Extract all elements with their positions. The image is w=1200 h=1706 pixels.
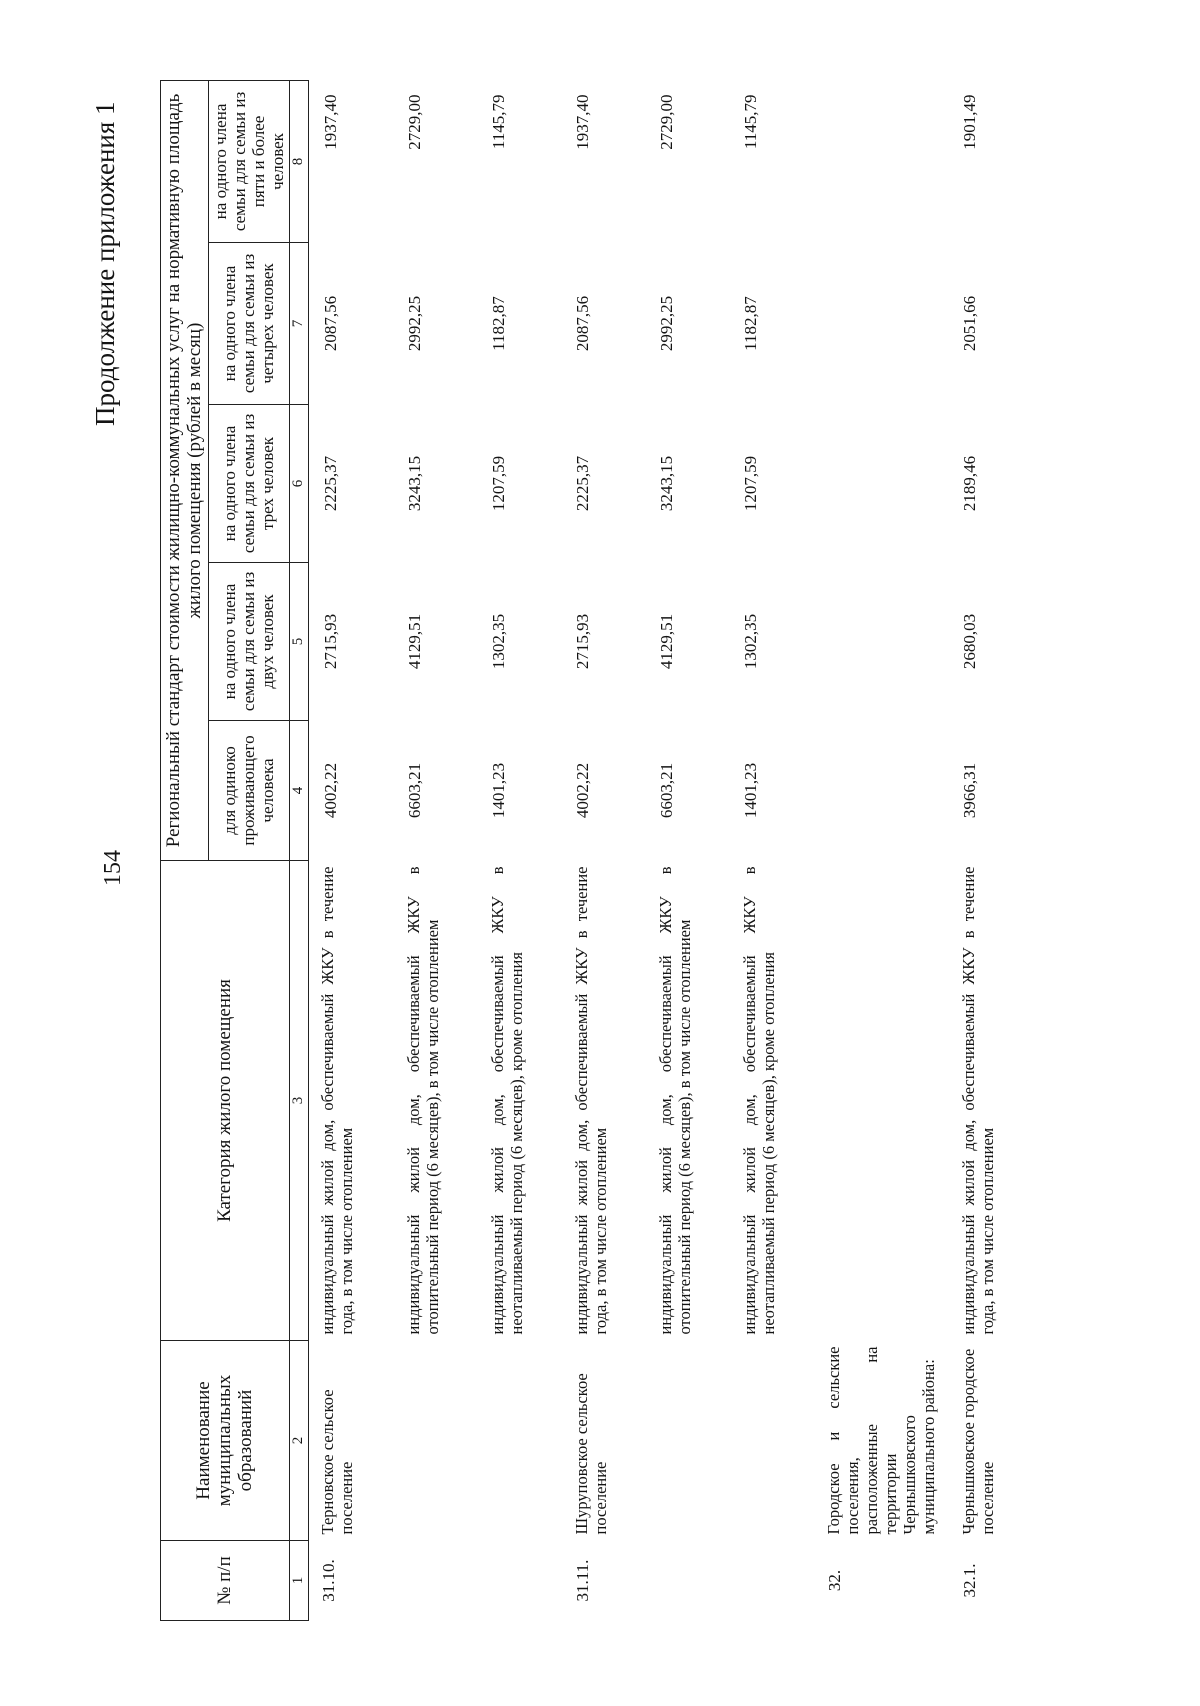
header-column-numbers (289, 80, 308, 1620)
housing-category: индивидуальный жилой дом, обеспечиваемый ЖКУ в отопительный период (6 месяцев), в том числе отоплением (655, 866, 694, 1335)
value-four: 2087,56 (320, 295, 340, 352)
value-two: 1302,35 (740, 613, 760, 670)
column-number: 2 (289, 1341, 308, 1541)
header-sub-three: на одного члена семьи для семьи из трех человек (208, 405, 289, 563)
municipality-name (387, 1341, 471, 1541)
housing-category: индивидуальный жилой дом, обеспечиваемый ЖКУ в неотапливаемый период (6 месяцев), кроме отопления (739, 866, 778, 1335)
value-three: 3243,15 (404, 455, 424, 512)
value-four: 1182,87 (488, 296, 508, 351)
municipality-group-name: Городское и сельские поселения, расположенные на территории Чернышковского муниципального района: (823, 1346, 938, 1535)
value-two: 1302,35 (488, 613, 508, 670)
row-number: 32.1. (960, 1563, 980, 1598)
column-number: 8 (289, 80, 308, 242)
row-number: 31.11. (572, 1559, 592, 1602)
column-number: 4 (289, 721, 308, 861)
row-number: 32. (824, 1569, 844, 1592)
header-row-1 (161, 80, 209, 1620)
table-row (639, 80, 723, 1620)
value-four: 2051,66 (960, 295, 980, 352)
table-row-group-heading (807, 80, 943, 1620)
table-row (555, 80, 639, 1620)
column-number: 7 (289, 243, 308, 405)
header-num: № п/п (161, 1541, 290, 1621)
value-single: 4002,22 (572, 762, 592, 819)
value-two: 4129,51 (404, 613, 424, 670)
table-row (387, 80, 471, 1620)
housing-category (807, 861, 943, 1341)
header-name: Наименование муниципальных образований (161, 1341, 290, 1541)
value-five: 2729,00 (404, 94, 424, 150)
value-single: 3966,31 (960, 762, 980, 819)
value-three: 2225,37 (572, 455, 592, 512)
housing-category: индивидуальный жилой дом, обеспечиваемый ЖКУ в течение года, в том числе отоплением (959, 866, 998, 1335)
header-standard-group: Региональный стандарт стоимости жилищно-коммунальных услуг на нормативную площадь жилого помещения (рублей в месяц) (161, 80, 209, 860)
value-two: 2715,93 (572, 613, 592, 670)
value-single: 6603,21 (404, 762, 424, 819)
municipality-name (723, 1341, 807, 1541)
page-number: 154 (100, 850, 126, 886)
table-row (942, 80, 1026, 1620)
value-five: 1901,49 (960, 94, 980, 150)
municipality-name (471, 1341, 555, 1541)
municipality-name: Шуруповское сельское поселение (571, 1373, 610, 1535)
column-number: 5 (289, 563, 308, 721)
value-three: 1207,59 (488, 455, 508, 512)
housing-category: индивидуальный жилой дом, обеспечиваемый ЖКУ в неотапливаемый период (6 месяцев), кроме отопления (487, 866, 526, 1335)
appendix-title: Продолжение приложения 1 (90, 101, 120, 426)
municipality-name (639, 1341, 723, 1541)
value-three: 1207,59 (740, 455, 760, 512)
row-number: 31.10. (318, 1559, 338, 1602)
value-three: 2189,46 (960, 455, 980, 512)
column-number: 3 (289, 861, 308, 1341)
value-single: 1401,23 (488, 762, 508, 819)
value-five: 1145,79 (488, 94, 508, 150)
value-five: 1937,40 (572, 94, 592, 150)
row-number (723, 1541, 807, 1621)
housing-category: индивидуальный жилой дом, обеспечиваемый ЖКУ в отопительный период (6 месяцев), в том числе отоплением (403, 866, 442, 1335)
value-four (807, 243, 943, 405)
value-two: 2680,03 (960, 613, 980, 670)
value-three: 3243,15 (656, 455, 676, 512)
header-category: Категория жилого помещения (161, 861, 290, 1341)
value-three: 2225,37 (320, 455, 340, 512)
value-two: 4129,51 (656, 613, 676, 670)
value-five (807, 80, 943, 242)
value-single (807, 721, 943, 861)
table-row (471, 80, 555, 1620)
value-four: 2992,25 (404, 295, 424, 352)
value-four: 1182,87 (740, 296, 760, 351)
value-three (807, 405, 943, 563)
row-number (639, 1541, 723, 1621)
value-five: 1937,40 (320, 94, 340, 150)
value-four: 2992,25 (656, 295, 676, 352)
municipality-name: Чернышковское городское поселение (959, 1348, 998, 1535)
column-number: 6 (289, 405, 308, 563)
value-single: 6603,21 (656, 762, 676, 819)
table-row (723, 80, 807, 1620)
municipality-name: Терновское сельское поселение (317, 1389, 356, 1535)
housing-category: индивидуальный жилой дом, обеспечиваемый ЖКУ в течение года, в том числе отоплением (571, 866, 610, 1335)
header-sub-two: на одного члена семьи для семьи из двух человек (208, 563, 289, 721)
value-single: 1401,23 (740, 762, 760, 819)
value-two: 2715,93 (320, 613, 340, 670)
value-two (807, 563, 943, 721)
value-five: 1145,79 (740, 94, 760, 150)
housing-category: индивидуальный жилой дом, обеспечиваемый ЖКУ в течение года, в том числе отоплением (317, 866, 356, 1335)
row-number (471, 1541, 555, 1621)
header-sub-five: на одного члена семьи для семьи из пяти и более человек (208, 80, 289, 242)
value-four: 2087,56 (572, 295, 592, 352)
column-number: 1 (289, 1541, 308, 1621)
standards-table (160, 80, 1026, 1621)
value-single: 4002,22 (320, 762, 340, 819)
row-number (387, 1541, 471, 1621)
header-sub-four: на одного члена семьи для семьи из четырех человек (208, 243, 289, 405)
table-row (308, 80, 387, 1620)
header-sub-single: для одиноко проживающего человека (208, 721, 289, 861)
value-five: 2729,00 (656, 94, 676, 150)
